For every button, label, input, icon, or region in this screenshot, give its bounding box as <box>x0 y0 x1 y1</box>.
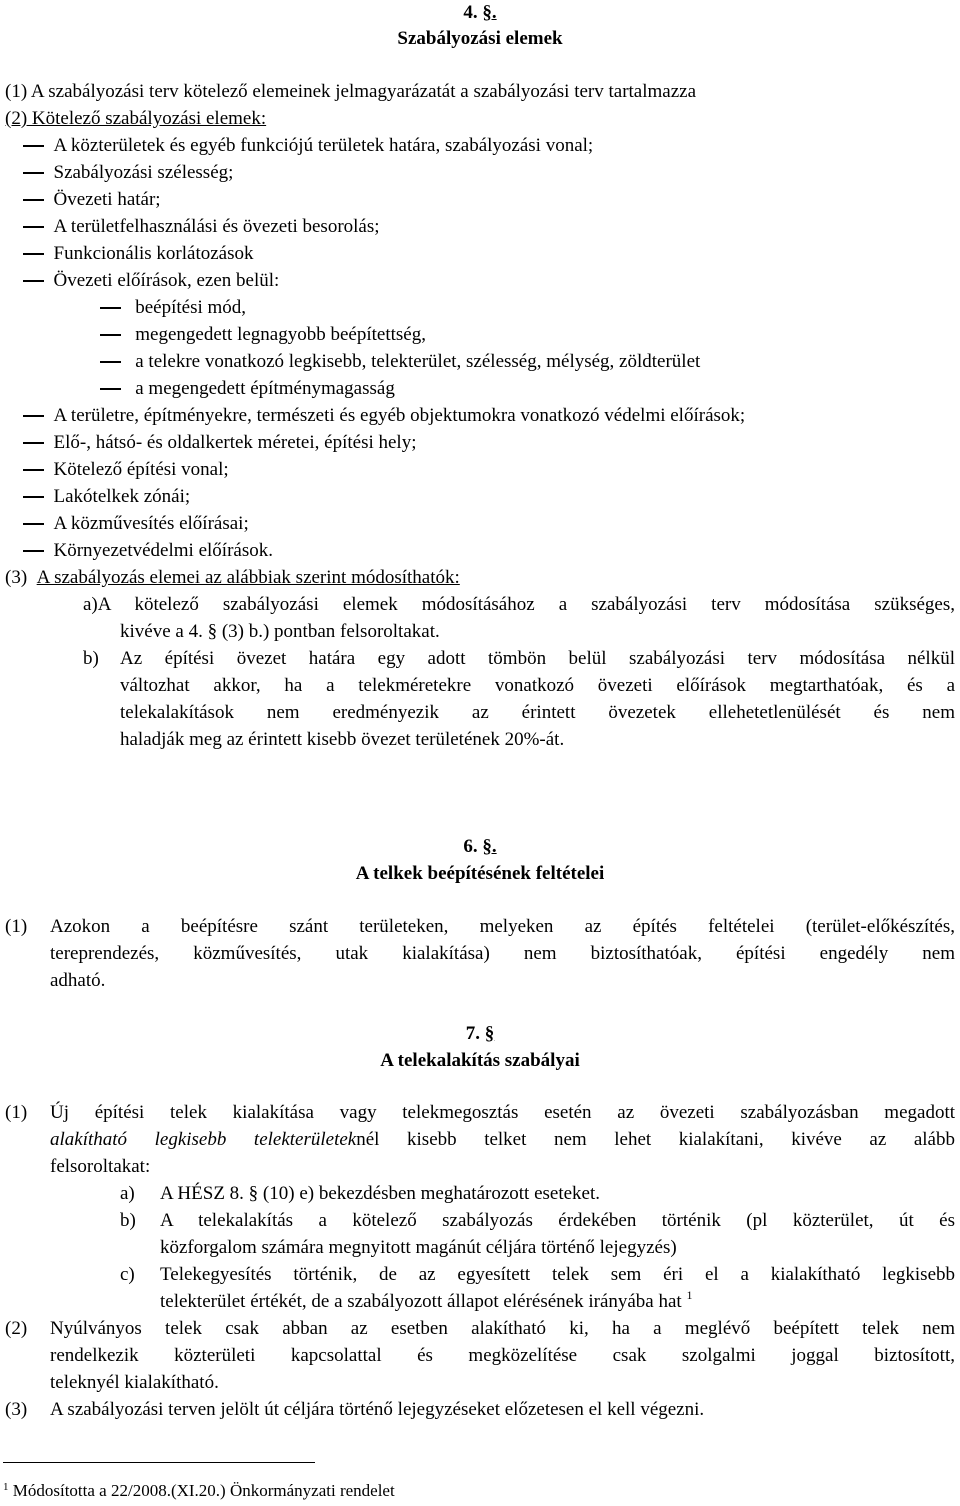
s4-paragraph-1: (1) A szabályozási terv kötelező elemeinek jelmagyarázatát a szabályozási terv tartalmazza <box>5 81 697 102</box>
s4-point-b-line-1: Az építési övezet határa egy adott tömbön belül szabályozási terv módosítása nélkül <box>120 648 955 669</box>
s4-point-a-line-1: a)A kötelező szabályozási elemek módosításához a szabályozási terv módosítása szükséges, <box>83 594 955 615</box>
section-7-title: A telekalakítás szabályai <box>380 1050 580 1071</box>
s4-point-b-line-2: változhat akkor, ha a telekméretekre vonatkozó övezeti előírások megtarthatóak, és a <box>120 675 955 696</box>
s4-item2-5: A közművesítés előírásai; <box>23 510 249 537</box>
section-4-number: 4. §. <box>463 2 497 23</box>
s4-paragraph-3: (3) A szabályozás elemei az alábbiak szerint módosíthatók: <box>5 567 460 588</box>
footnote-text: Módosította a 22/2008.(XI.20.) Önkormányzati rendelet <box>12 1481 395 1500</box>
footnote-separator <box>3 1462 315 1463</box>
s4-item-6: Övezeti előírások, ezen belül: <box>23 267 279 294</box>
s4-point-b-line-4: haladják meg az érintett kisebb övezet területének 20%-át. <box>120 729 565 750</box>
footnote-reference[interactable]: 1 <box>686 1288 693 1302</box>
dash-icon <box>23 442 44 444</box>
s4-item-3: Övezeti határ; <box>23 186 161 213</box>
s4-item-5: Funkcionális korlátozások <box>23 240 254 267</box>
s4-paragraph-2: (2) Kötelező szabályozási elemek: <box>5 108 267 129</box>
dash-icon <box>100 388 121 390</box>
s7-paragraph-1-line-1: Új építési telek kialakítása vagy telekmegosztás esetén az övezeti szabályozásban megadott <box>50 1102 955 1123</box>
s7-paragraph-2-line-2: rendelkezik közterületi kapcsolattal és megközelítése csak szolgalmi joggal biztosított, <box>50 1345 955 1366</box>
s7-paragraph-2-number: (2) <box>5 1318 28 1339</box>
dash-icon <box>23 550 44 552</box>
s7-paragraph-1-line-3: felsoroltakat: <box>50 1156 151 1177</box>
s7-list-a-label: a) <box>120 1183 135 1204</box>
s4-subitem-4: a megengedett építménymagasság <box>100 375 395 402</box>
s4-item-2: Szabályozási szélesség; <box>23 159 233 186</box>
s7-paragraph-1-line-2: alakítható legkisebb telekterületeknél kisebb telket nem lehet kialakítani, kivéve az alább <box>50 1129 955 1150</box>
s6-paragraph-1-line-1: Azokon a beépítésre szánt területeken, melyeken az építés feltételei (terület-előkészítés, <box>50 916 955 937</box>
s4-item2-6: Környezetvédelmi előírások. <box>23 537 273 564</box>
s4-item2-2: Elő-, hátsó- és oldalkertek méretei, építési hely; <box>23 429 417 456</box>
s6-paragraph-1-line-2: tereprendezés, közművesítés, utak kialakítása) nem biztosíthatóak, építési engedély nem <box>50 943 955 964</box>
s6-paragraph-1-number: (1) <box>5 916 28 937</box>
s7-paragraph-3-number: (3) <box>5 1399 28 1420</box>
s4-point-a-line-2: kivéve a 4. § (3) b.) pontban felsoroltakat. <box>120 621 440 642</box>
dash-icon <box>23 199 44 201</box>
section-4-title: Szabályozási elemek <box>397 28 563 49</box>
dash-icon <box>23 469 44 471</box>
s7-paragraph-1-number: (1) <box>5 1102 28 1123</box>
dash-icon <box>100 307 121 309</box>
s7-list-b-label: b) <box>120 1210 136 1231</box>
s4-point-b-line-3: telekalakítások nem eredményezik az érintett övezetek ellehetetlenülését és nem <box>120 702 955 723</box>
dash-icon <box>100 361 121 363</box>
s4-point-b-label: b) <box>83 648 99 669</box>
s7-list-c-line-1: Telekegyesítés történik, de az egyesített telek sem éri el a kialakítható legkisebb <box>160 1264 955 1285</box>
section-6-number: 6. §. <box>463 836 497 857</box>
s7-paragraph-3: A szabályozási terven jelölt út céljára történő lejegyzéseket előzetesen el kell végezni. <box>50 1399 705 1420</box>
s7-paragraph-2-line-3: teleknyél kialakítható. <box>50 1372 219 1393</box>
s7-list-c-line-2: telekterület értékét, de a szabályozott állapot elérésének irányába hat $^1$ <box>160 1288 693 1312</box>
dash-icon <box>23 280 44 282</box>
dash-icon <box>23 172 44 174</box>
footnote-mark: 1 <box>3 1481 9 1493</box>
s7-list-b-line-2: közforgalom számára megnyitott magánút céljára történő lejegyzés) <box>160 1237 677 1258</box>
s7-paragraph-2-line-1: Nyúlványos telek csak abban az esetben alakítható ki, ha a meglévő beépített telek nem <box>50 1318 955 1339</box>
s4-item2-3: Kötelező építési vonal; <box>23 456 229 483</box>
s4-item-4: A területfelhasználási és övezeti besorolás; <box>23 213 380 240</box>
s4-item2-1: A területre, építményekre, természeti és egyéb objektumokra vonatkozó védelmi előírások; <box>23 402 745 429</box>
dash-icon <box>23 145 44 147</box>
dash-icon <box>23 496 44 498</box>
dash-icon <box>23 226 44 228</box>
s6-paragraph-1-line-3: adható. <box>50 970 106 991</box>
dash-icon <box>23 415 44 417</box>
s7-list-a-line-1: A HÉSZ 8. § (10) e) bekezdésben meghatározott eseteket. <box>160 1183 601 1204</box>
dash-icon <box>23 523 44 525</box>
section-6-title: A telkek beépítésének feltételei <box>355 863 605 884</box>
s4-item-1: A közterületek és egyéb funkciójú területek határa, szabályozási vonal; <box>23 132 593 159</box>
s7-list-b-line-1: A telekalakítás a kötelező szabályozás érdekében történik (pl közterület, út és <box>160 1210 955 1231</box>
dash-icon <box>100 334 121 336</box>
s4-subitem-3: a telekre vonatkozó legkisebb, telekterület, szélesség, mélység, zöldterület <box>100 348 700 375</box>
footnote <box>3 1479 395 1503</box>
s4-item2-4: Lakótelkek zónái; <box>23 483 190 510</box>
s4-subitem-1: beépítési mód, <box>100 294 246 321</box>
dash-icon <box>23 253 44 255</box>
section-7-number: 7. § <box>465 1023 495 1044</box>
s4-subitem-2: megengedett legnagyobb beépítettség, <box>100 321 426 348</box>
s7-list-c-label: c) <box>120 1264 135 1285</box>
